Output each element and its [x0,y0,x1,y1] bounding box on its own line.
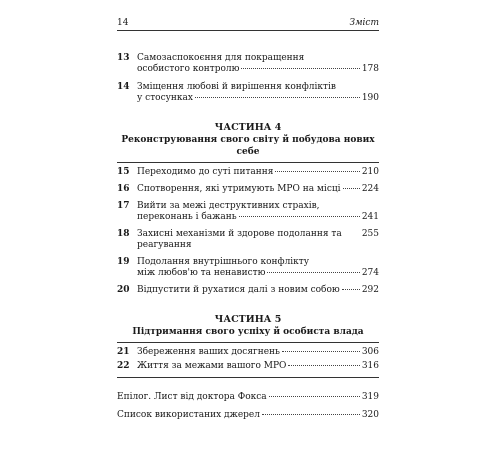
chapter-number: 14 [117,82,130,92]
chapter-page: 274 [361,268,379,278]
chapter-title-line: Подолання внутрішнього конфлікту [137,257,310,267]
page-number: 14 [117,18,129,28]
chapter-title-line: Вийти за межі деструктивних страхів, [137,201,320,211]
chapter-page: 178 [361,64,379,74]
toc-entry[interactable] [117,53,379,75]
toc-entry[interactable] [117,347,379,358]
dot-leader [288,365,359,366]
chapter-title-line: Зміщення любові й вирішення конфліктів [137,82,336,92]
chapter-title-line: у стосунках [137,93,193,103]
chapter-number: 13 [117,53,130,63]
chapter-title-line: переконань і бажань [137,212,237,222]
divider [117,162,379,163]
toc-appendix-entry[interactable] [117,392,379,403]
chapter-number: 20 [117,285,130,295]
toc-entry[interactable] [117,82,379,104]
dot-leader [239,216,360,217]
chapter-page: 306 [361,347,379,357]
toc-entry[interactable] [117,167,379,178]
chapter-title-line: особистого контролю [137,64,240,74]
chapter-page: 210 [361,167,379,177]
dot-leader [269,396,360,397]
chapter-title-line: Відпустити й рухатися далі з новим собою [137,285,340,295]
running-title: Зміст [349,18,379,28]
dot-leader [241,68,359,69]
toc-appendix-entry[interactable] [117,410,379,421]
appendix-page: 319 [361,392,379,402]
chapter-number: 17 [117,201,130,211]
dot-leader [262,414,360,415]
divider [117,342,379,343]
running-header [117,18,379,31]
chapter-page: 292 [361,285,379,295]
toc-entry[interactable] [117,201,379,223]
chapter-page: 241 [361,212,379,222]
chapter-title-line: Самозаспокоєння для покращення [137,53,305,63]
chapter-title-line: між любов'ю та ненавистю [137,268,266,278]
dot-leader [195,97,360,98]
appendix-page: 320 [361,410,379,420]
chapter-number: 22 [117,361,130,371]
chapter-number: 16 [117,184,130,194]
dot-leader [282,351,360,352]
chapter-page: 190 [361,93,379,103]
toc-entry[interactable] [117,361,379,372]
chapter-title-line: Життя за межами вашого МРО [137,361,287,371]
chapter-title-line: Переходимо до суті питання [137,167,274,177]
dot-leader [343,188,360,189]
chapter-title-line: Захисні механізми й здорове подолання та реагування [137,229,342,250]
part-label: ЧАСТИНА 5 [214,314,282,325]
chapter-page: 224 [361,184,379,194]
divider [117,377,379,378]
part-subtitle: Підтримання свого успіху й особиста влада [132,327,364,337]
part-subtitle: Реконструювання свого світу й побудова нових себе [121,135,375,157]
toc-entry[interactable] [117,257,379,279]
toc-content [117,18,379,421]
chapter-title-line: Спотворення, які утримують МРО на місці [137,184,341,194]
chapter-number: 19 [117,257,130,267]
toc-entry[interactable] [117,184,379,195]
toc-entry[interactable] [117,229,379,251]
chapter-number: 15 [117,167,130,177]
toc-entry[interactable] [117,285,379,296]
chapter-title-line: Збереження ваших досягнень [137,347,280,357]
chapter-number: 18 [117,229,130,239]
part-label: ЧАСТИНА 4 [214,122,282,133]
part-heading [117,122,379,158]
appendix-title: Список використаних джерел [117,410,260,420]
dot-leader [342,289,360,290]
part-heading [117,314,379,338]
appendix-title: Епілог. Лист від доктора Фокса [117,392,267,402]
chapter-page: 255 [361,229,379,239]
dot-leader [275,171,359,172]
dot-leader [267,272,359,273]
chapter-number: 21 [117,347,130,357]
chapter-page: 316 [361,361,379,371]
